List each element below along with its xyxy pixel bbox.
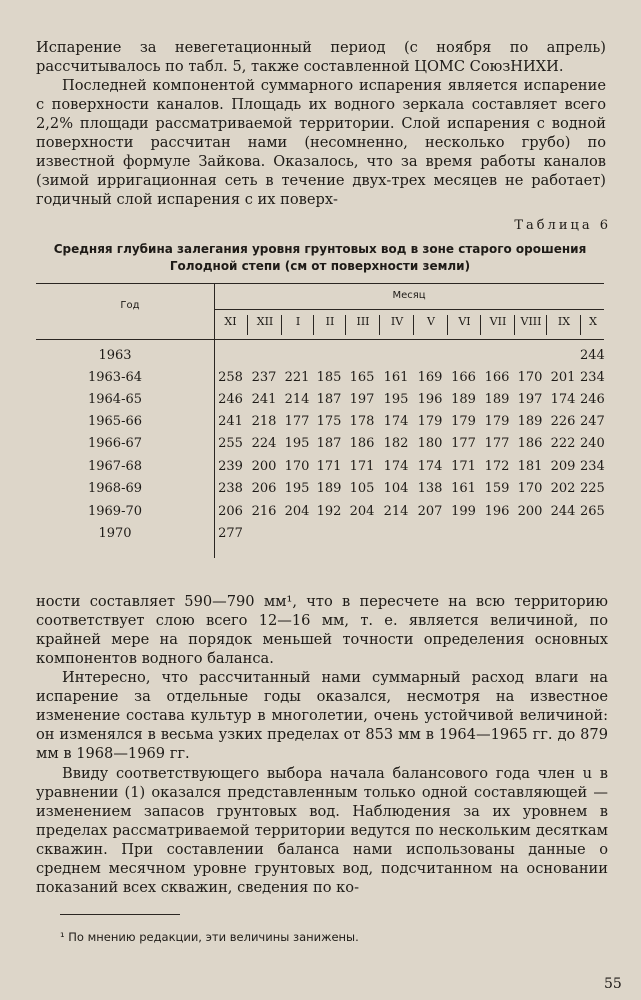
table-cell: 218 — [251, 414, 277, 429]
table-cell: 161 — [383, 370, 409, 385]
table-cell: 216 — [251, 504, 277, 519]
table-cell: 246 — [218, 392, 243, 407]
table-cell: 239 — [218, 459, 243, 474]
month-header-iii: III — [345, 315, 380, 335]
table-cell: 238 — [218, 481, 243, 496]
table-cell: 197 — [517, 392, 543, 407]
table-cell: 169 — [417, 370, 443, 385]
month-header-viii: VIII — [514, 315, 547, 335]
table-cell: 244 — [580, 348, 605, 363]
table-cell: 174 — [417, 459, 443, 474]
month-header-ii: II — [313, 315, 346, 335]
row-year: 1963-64 — [87, 370, 143, 385]
table-cell: 255 — [218, 436, 243, 451]
table-cell: 224 — [251, 436, 277, 451]
table-cell: 189 — [517, 414, 543, 429]
month-header-x: X — [580, 315, 605, 335]
table-cell: 159 — [484, 481, 510, 496]
table-cell: 240 — [580, 436, 605, 451]
month-header-xii: XII — [247, 315, 282, 335]
table-cell: 177 — [451, 436, 476, 451]
table-cell: 104 — [383, 481, 409, 496]
table-cell: 241 — [218, 414, 243, 429]
table-cell: 179 — [451, 414, 476, 429]
footnote: ¹ По мнению редакции, эти величины занижены. — [60, 930, 359, 944]
page-number: 55 — [604, 976, 622, 992]
table-cell: 234 — [580, 459, 605, 474]
month-header-iv: IV — [379, 315, 414, 335]
table-cell: 214 — [383, 504, 409, 519]
table-cell: 170 — [517, 481, 543, 496]
table-cell: 189 — [484, 392, 510, 407]
paragraph-groundwater: Ввиду соответствующего выбора начала балансового года член u в уравнении (1) оказался представленным только одной составляющей — изменением запасов грунтовых вод. Наблюдения за их уровнем в пределах рассматриваемой территории ведутся по нескольким десяткам скважин. При составлении баланса нами использованы данные о среднем месячном уровне грунтовых вод, подсчитанном на основании показаний всех скважин, сведения по ко- — [36, 765, 608, 896]
table-cell: 207 — [417, 504, 443, 519]
table-cell: 204 — [284, 504, 310, 519]
row-year: 1964-65 — [87, 392, 143, 407]
row-year: 1966-67 — [87, 436, 143, 451]
table-cell: 189 — [451, 392, 476, 407]
table-cell: 177 — [484, 436, 510, 451]
table-cell: 138 — [417, 481, 443, 496]
table-cell: 221 — [284, 370, 310, 385]
table-cell: 244 — [550, 504, 576, 519]
table-cell: 174 — [550, 392, 576, 407]
table-cell: 237 — [251, 370, 277, 385]
row-year: 1965-66 — [87, 414, 143, 429]
table-cell: 186 — [349, 436, 375, 451]
table-cell: 247 — [580, 414, 605, 429]
table-cell: 195 — [383, 392, 409, 407]
table-cell: 170 — [517, 370, 543, 385]
table-cell: 179 — [484, 414, 510, 429]
table-cell: 165 — [349, 370, 375, 385]
table-cell: 105 — [349, 481, 375, 496]
row-year: 1963 — [98, 348, 132, 363]
month-header-i: I — [281, 315, 314, 335]
table-cell: 195 — [284, 481, 310, 496]
table-top-rule — [36, 283, 604, 284]
table-cell: 172 — [484, 459, 510, 474]
table-cell: 265 — [580, 504, 605, 519]
footnote-rule — [60, 914, 180, 915]
table-cell: 189 — [316, 481, 342, 496]
table-header-rule — [36, 339, 604, 340]
paragraph-canal-result: ности составляет 590—790 мм¹, что в пересчете на всю территорию соответствует слою всего 12—16 мм, т. е. является величиной, по крайней мере на порядок меньшей точности определения основных компонентов водного баланса. — [36, 593, 608, 667]
table-cell: 166 — [451, 370, 476, 385]
month-header-v: V — [413, 315, 448, 335]
table-cell: 234 — [580, 370, 605, 385]
table-cell: 181 — [517, 459, 543, 474]
table-month-header: Месяц — [392, 290, 426, 301]
table-number: Таблица 6 — [514, 218, 611, 233]
table-cell: 180 — [417, 436, 443, 451]
table-cell: 200 — [517, 504, 543, 519]
table-cell: 209 — [550, 459, 576, 474]
month-header-vi: VI — [447, 315, 481, 335]
table-cell: 178 — [349, 414, 375, 429]
table-cell: 185 — [316, 370, 342, 385]
table-cell: 225 — [580, 481, 605, 496]
table-cell: 196 — [417, 392, 443, 407]
table-cell: 201 — [550, 370, 576, 385]
table-cell: 187 — [316, 392, 342, 407]
table-cell: 166 — [484, 370, 510, 385]
table-cell: 204 — [349, 504, 375, 519]
row-year: 1969-70 — [87, 504, 143, 519]
table-month-subrule — [214, 309, 604, 310]
table-cell: 206 — [218, 504, 243, 519]
table-cell: 182 — [383, 436, 409, 451]
table-cell: 179 — [417, 414, 443, 429]
table-cell: 174 — [383, 414, 409, 429]
row-year: 1970 — [98, 526, 132, 541]
row-year: 1968-69 — [87, 481, 143, 496]
table-year-header: Год — [120, 300, 140, 311]
table-cell: 222 — [550, 436, 576, 451]
table-cell: 195 — [284, 436, 310, 451]
table-cell: 170 — [284, 459, 310, 474]
table-cell: 246 — [580, 392, 605, 407]
table-cell: 202 — [550, 481, 576, 496]
table-cell: 174 — [383, 459, 409, 474]
table-cell: 171 — [451, 459, 476, 474]
paragraph-canal-evaporation: Последней компонентой суммарного испарения является испарение с поверхности каналов. Площадь их водного зеркала составляет всего 2,2% площади рассматриваемой территории. Слой испарения с водной поверхности рассчитан нами (несомненно, несколько грубо) по известной формуле Зайкова. Оказалось, что за время работы каналов (зимой ирригационная сеть в течение двух-трех месяцев не работает) годичный слой испарения с их поверх- — [36, 77, 606, 208]
table-cell: 199 — [451, 504, 476, 519]
table-cell: 186 — [517, 436, 543, 451]
table-cell: 200 — [251, 459, 277, 474]
table-cell: 192 — [316, 504, 342, 519]
table-cell: 171 — [349, 459, 375, 474]
table-cell: 206 — [251, 481, 277, 496]
row-year: 1967-68 — [87, 459, 143, 474]
table-cell: 196 — [484, 504, 510, 519]
month-header-vii: VII — [480, 315, 515, 335]
table-cell: 175 — [316, 414, 342, 429]
table-cell: 187 — [316, 436, 342, 451]
table-cell: 241 — [251, 392, 277, 407]
paragraph-total-evaporation: Интересно, что рассчитанный нами суммарный расход влаги на испарение за отдельные годы оказался, несмотря на известное изменение состава культур в многолетии, очень устойчивой величиной: он изменялся в весьма узких пределах от 853 мм в 1964—1965 гг. до 879 мм в 1968—1969 гг. — [36, 669, 608, 762]
table-cell: 277 — [218, 526, 243, 541]
month-header-ix: IX — [546, 315, 581, 335]
table-cell: 171 — [316, 459, 342, 474]
table-cell: 177 — [284, 414, 310, 429]
paragraph-evaporation-nonveg: Испарение за невегетационный период (с ноября по апрель) рассчитывалось по табл. 5, также составленной ЦОМС СоюзНИХИ. — [36, 39, 606, 75]
table-cell: 197 — [349, 392, 375, 407]
table-cell: 161 — [451, 481, 476, 496]
table-cell: 258 — [218, 370, 243, 385]
table-cell: 226 — [550, 414, 576, 429]
table-title: Средняя глубина залегания уровня грунтовых вод в зоне старого орошения Голодной степи (см от поверхности земли) — [53, 242, 587, 273]
month-header-xi: XI — [224, 315, 237, 328]
table-cell: 214 — [284, 392, 310, 407]
